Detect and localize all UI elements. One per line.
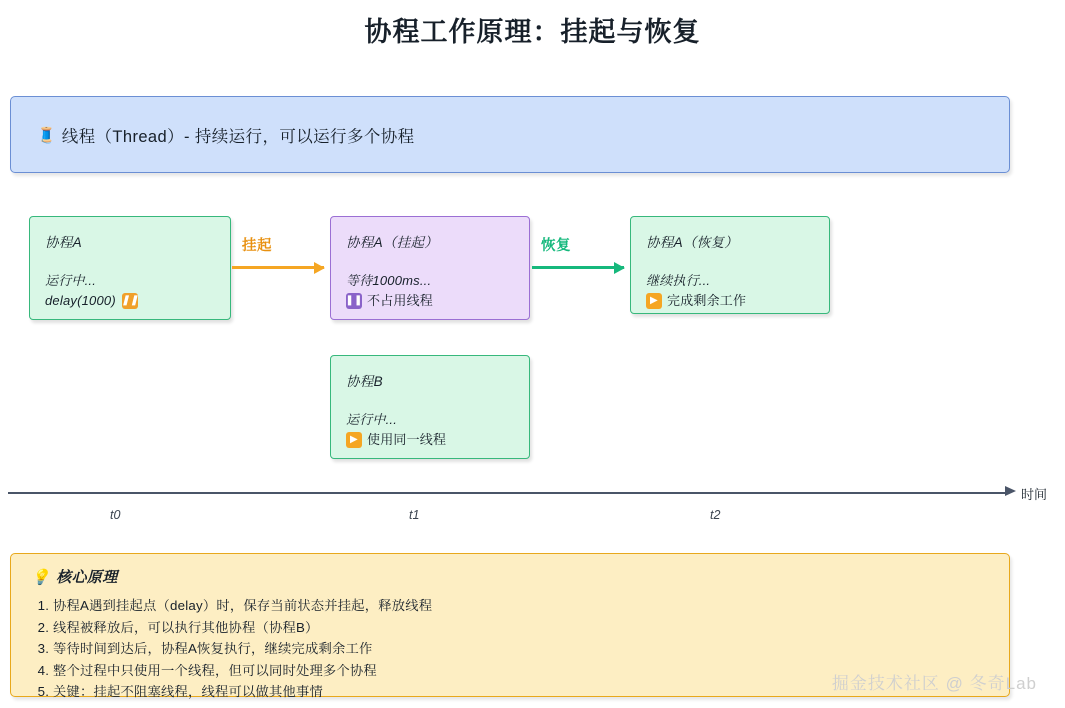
coroutine-a-suspended-line1: 等待1000ms... (346, 273, 432, 288)
timeline-arrow-head (1005, 486, 1016, 496)
note-title: 核心原理 (56, 569, 118, 586)
coroutine-b-line1: 运行中... (346, 412, 398, 427)
resume-arrow-label: 恢复 (541, 238, 571, 254)
coroutine-a-line2: delay(1000) (45, 293, 116, 309)
resume-arrow-shaft (532, 266, 624, 269)
coroutine-b-title: 协程B (346, 374, 383, 389)
thread-bar-label: 线程（Thread）- 持续运行，可以运行多个协程 (61, 127, 415, 146)
coroutine-b-line2-row (346, 430, 514, 450)
pause-icon: ❚❚ (346, 293, 362, 309)
coroutine-a-resumed-box (630, 216, 830, 314)
coroutine-a-suspended-box (330, 216, 530, 320)
list-item: 4. 整个过程中只使用一个线程，但可以同时处理多个协程 (53, 660, 989, 682)
play-icon: ▶ (646, 293, 662, 309)
list-item: 1. 协程A遇到挂起点（delay）时，保存当前状态并挂起，释放线程 (53, 595, 989, 617)
coroutine-a-line1: 运行中... (45, 273, 97, 288)
coroutine-b-line2: 使用同一线程 (367, 432, 447, 448)
thread-bar (10, 96, 1010, 173)
watermark: 掘金技术社区 @ 冬奇Lab (831, 674, 1037, 693)
resume-arrow-head (614, 262, 625, 274)
play-icon: ▶ (346, 432, 362, 448)
suspend-arrow (232, 266, 324, 269)
page-title: 协程工作原理：挂起与恢复 (364, 17, 701, 47)
suspend-arrow-shaft (232, 266, 324, 269)
pause-icon: ❚❚ (122, 293, 138, 309)
thread-spool-icon: 🧵 (37, 126, 56, 144)
resume-arrow (532, 266, 624, 269)
timeline-axis (8, 492, 1008, 494)
suspend-arrow-label: 挂起 (242, 238, 272, 254)
coroutine-a-resumed-title: 协程A（恢复） (646, 235, 739, 250)
list-item: 3. 等待时间到达后，协程A恢复执行，继续完成剩余工作 (53, 638, 989, 660)
suspend-arrow-head (314, 262, 325, 274)
coroutine-a-suspended-title: 协程A（挂起） (346, 235, 439, 250)
list-item: 2. 线程被释放后，可以执行其他协程（协程B） (53, 617, 989, 639)
coroutine-a-resumed-line1: 继续执行... (646, 273, 711, 288)
timeline-tick-t1: t1 (409, 508, 420, 522)
note-title-row (31, 566, 989, 587)
timeline-tick-t0: t0 (110, 508, 121, 522)
coroutine-a-suspended-line2: 不占用线程 (367, 293, 434, 309)
lightbulb-icon: 💡 (31, 568, 51, 586)
timeline-axis-label: 时间 (1021, 487, 1048, 502)
coroutine-a-suspended-line2-row (346, 291, 514, 311)
list-item: 5. 关键：挂起不阻塞线程，线程可以做其他事情 (53, 681, 989, 703)
coroutine-a-resumed-line2: 完成剩余工作 (667, 293, 747, 309)
coroutine-a-box (29, 216, 231, 320)
timeline-tick-t2: t2 (710, 508, 721, 522)
coroutine-a-line2-row (45, 291, 215, 311)
coroutine-b-box (330, 355, 530, 459)
coroutine-a-title: 协程A (45, 235, 82, 250)
coroutine-a-resumed-line2-row (646, 291, 814, 311)
